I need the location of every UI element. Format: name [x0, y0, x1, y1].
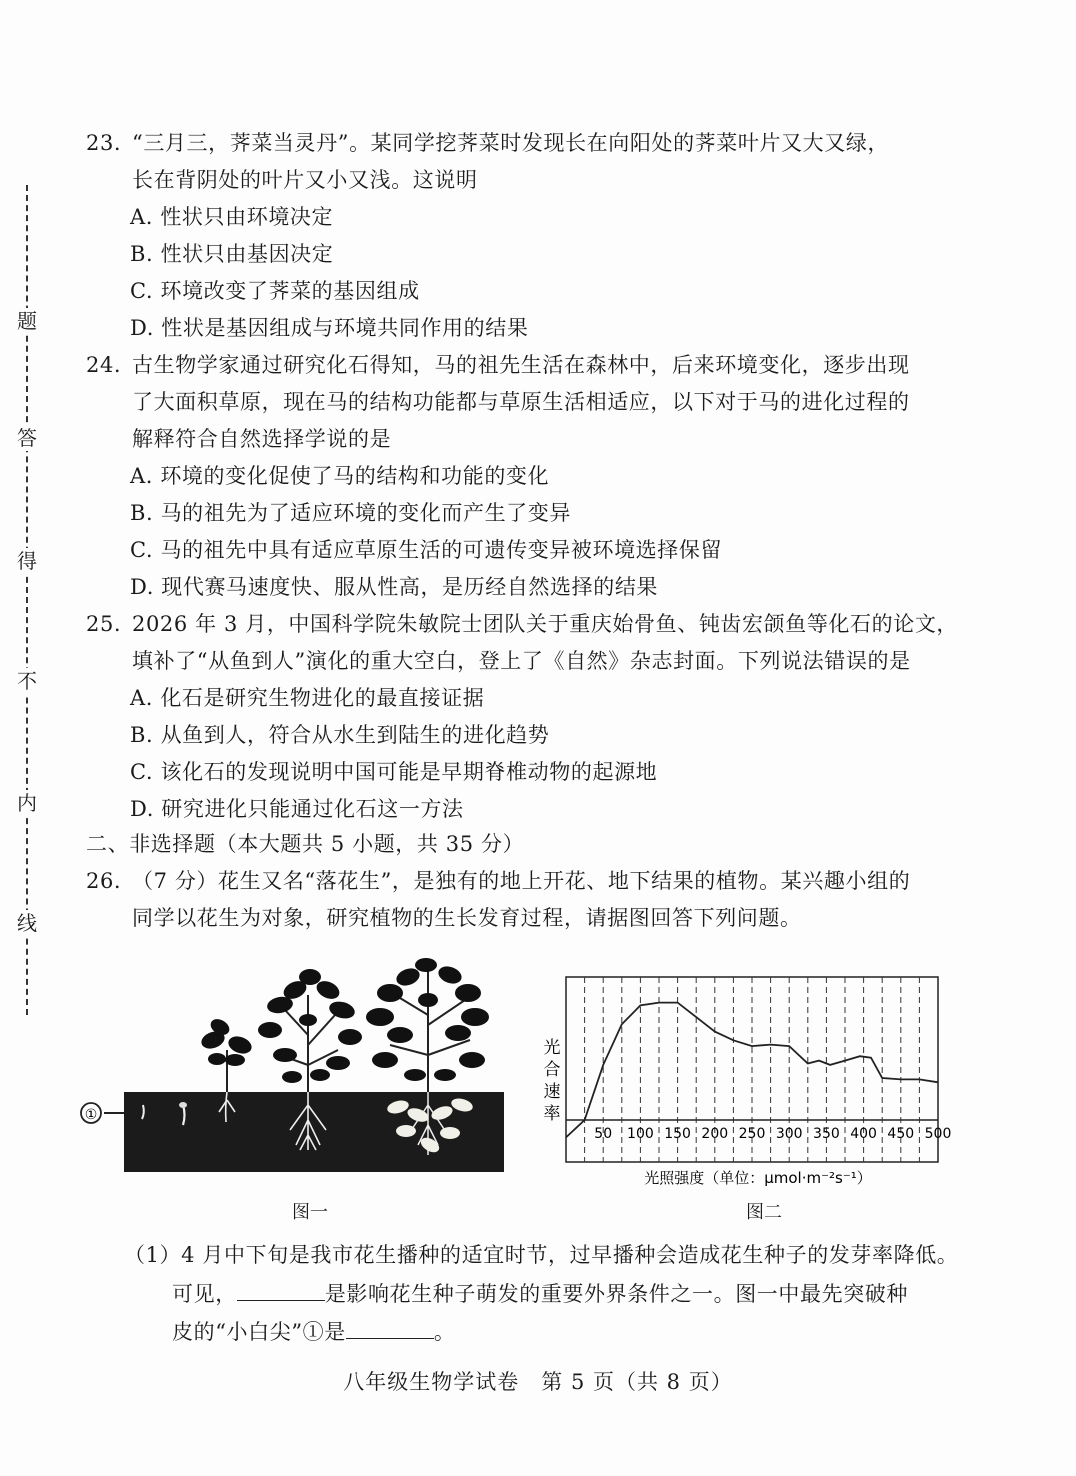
page-footer: 八年级生物学试卷 第 5 页（共 8 页）	[343, 1370, 733, 1394]
question-25-option-c: C. 该化石的发现说明中国可能是早期脊椎动物的起源地	[130, 760, 658, 784]
x-tick-label: 100	[627, 1126, 654, 1142]
x-tick-label: 200	[701, 1126, 729, 1142]
x-tick-label: 50	[594, 1126, 613, 1142]
x-axis-label: 光照强度（单位：μmol·m⁻²s⁻¹）	[644, 1169, 872, 1187]
question-25-option-d: D. 研究进化只能通过化石这一方法	[130, 797, 464, 821]
figure-1-peanut-plants	[80, 955, 510, 1180]
stem-text: “三月三，荠菜当灵丹”。某同学挖荠菜时发现长在向阳处的荠菜叶片又大又绿，	[132, 131, 890, 155]
figure-1-caption: 图一	[292, 1202, 328, 1223]
sub1-text: 可见，	[172, 1282, 237, 1306]
question-number: 26.	[86, 869, 122, 893]
question-25-option-a: A. 化石是研究生物进化的最直接证据	[130, 686, 485, 710]
x-tick-label: 400	[850, 1126, 877, 1142]
question-26-sub1-cont	[172, 1316, 455, 1347]
margin-char: 得	[12, 548, 42, 574]
answer-blank[interactable]	[237, 1278, 325, 1301]
question-26-sub1-cont	[172, 1278, 908, 1309]
margin-char: 题	[12, 308, 42, 334]
y-axis-label-char: 率	[543, 1104, 561, 1124]
stem-text: 2026 年 3 月，中国科学院朱敏院士团队关于重庆始骨鱼、钝齿宏颌鱼等化石的论文，	[132, 612, 959, 636]
x-tick-label: 150	[664, 1126, 691, 1142]
question-number: 25.	[86, 612, 122, 636]
section-heading: 二、非选择题（本大题共 5 小题，共 35 分）	[86, 832, 525, 856]
answer-blank[interactable]	[346, 1316, 434, 1339]
x-tick-label: 450	[887, 1126, 915, 1142]
margin-char: 答	[12, 425, 42, 451]
question-26-stem	[86, 866, 910, 896]
question-23-stem	[86, 128, 889, 158]
question-number: 23.	[86, 131, 122, 155]
marker-label: ①	[84, 1107, 98, 1123]
question-24-option-b: B. 马的祖先为了适应环境的变化而产生了变异	[130, 501, 571, 525]
sub1-text: 。	[433, 1320, 456, 1344]
x-tick-label: 250	[738, 1126, 766, 1142]
question-23-option-a: A. 性状只由环境决定	[130, 205, 334, 229]
question-23-option-d: D. 性状是基因组成与环境共同作用的结果	[130, 316, 529, 340]
margin-char: 不	[12, 668, 42, 694]
question-26-sub1: （1）4 月中下旬是我市花生播种的适宜时节，过早播种会造成花生种子的发芽率降低。	[124, 1243, 959, 1267]
sub1-text: 皮的“小白尖”①是	[172, 1320, 346, 1344]
y-axis-label-char: 速	[543, 1082, 561, 1102]
question-24-option-c: C. 马的祖先中具有适应草原生活的可遗传变异被环境选择保留	[130, 538, 723, 562]
question-24-stem-cont: 解释符合自然选择学说的是	[132, 427, 392, 451]
margin-char: 线	[12, 910, 42, 936]
y-axis-label-char: 合	[543, 1060, 561, 1080]
question-25-stem-cont: 填补了“从鱼到人”演化的重大空白，登上了《自然》杂志封面。下列说法错误的是	[132, 649, 911, 673]
question-23-option-b: B. 性状只由基因决定	[130, 242, 334, 266]
question-23-option-c: C. 环境改变了荠菜的基因组成	[130, 279, 420, 303]
question-24-option-d: D. 现代赛马速度快、服从性高，是历经自然选择的结果	[130, 575, 659, 599]
stem-text: 古生物学家通过研究化石得知，马的祖先生活在森林中，后来环境变化，逐步出现	[132, 353, 910, 377]
x-tick-label: 500	[924, 1126, 952, 1142]
figure-2-chart	[530, 965, 970, 1195]
question-25-stem	[86, 609, 958, 639]
question-24-stem	[86, 350, 910, 380]
x-tick-labels	[594, 1126, 951, 1142]
question-24-option-a: A. 环境的变化促使了马的结构和功能的变化	[130, 464, 550, 488]
question-25-option-b: B. 从鱼到人，符合从水生到陆生的进化趋势	[130, 723, 550, 747]
sub1-text: 是影响花生种子萌发的重要外界条件之一。图一中最先突破种	[324, 1282, 909, 1306]
figure-2-caption: 图二	[746, 1202, 782, 1223]
x-tick-label: 350	[813, 1126, 840, 1142]
y-axis-label	[544, 1038, 561, 1124]
question-24-stem-cont: 了大面积草原，现在马的结构功能都与草原生活相适应，以下对于马的进化过程的	[132, 390, 910, 414]
question-26-stem-cont: 同学以花生为对象，研究植物的生长发育过程，请据图回答下列问题。	[132, 906, 802, 930]
question-23-stem-cont: 长在背阴处的叶片又小又浅。这说明	[132, 168, 478, 192]
x-tick-label: 300	[775, 1126, 803, 1142]
stem-text: （7 分）花生又名“落花生”，是独有的地上开花、地下结果的植物。某兴趣小组的	[132, 869, 911, 893]
margin-char: 内	[12, 790, 42, 816]
question-number: 24.	[86, 353, 122, 377]
y-axis-label-char: 光	[543, 1038, 561, 1058]
